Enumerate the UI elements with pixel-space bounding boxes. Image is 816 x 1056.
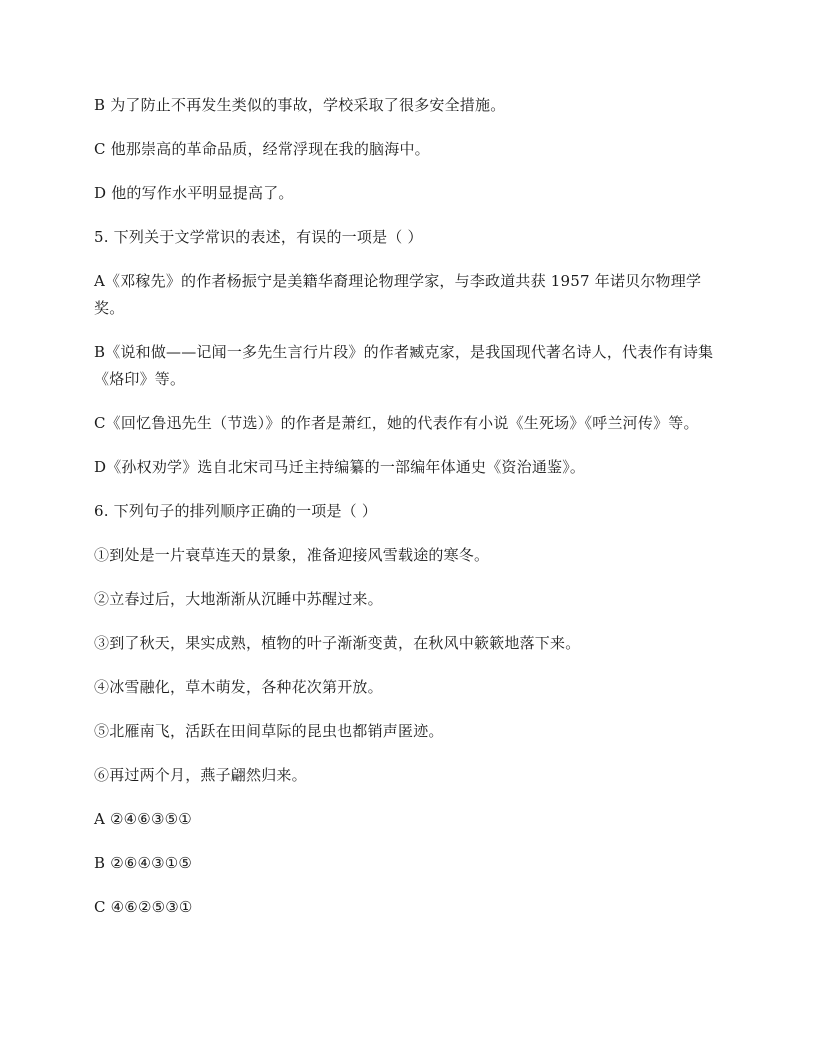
option-a-q5: A《邓稼先》的作者杨振宁是美籍华裔理论物理学家，与李政道共获 1957 年诺贝尔物理学奖。 [94, 272, 702, 317]
sentence-1: ①到处是一片衰草连天的景象，准备迎接风雪载途的寒冬。 [94, 546, 490, 564]
option-d-q4: D 他的写作水平明显提高了。 [94, 184, 294, 202]
sentence-5: ⑤北雁南飞，活跃在田间草际的昆虫也都销声匿迹。 [94, 722, 444, 740]
option-b-q6: B ②⑥④③①⑤ [94, 854, 193, 872]
option-b-q5: B《说和做——记闻一多先生言行片段》的作者臧克家，是我国现代著名诗人，代表作有诗集《烙印》等。 [94, 343, 714, 388]
sentence-6: ⑥再过两个月，燕子翩然归来。 [94, 766, 307, 784]
question-6: 6. 下列句子的排列顺序正确的一项是（ ） [94, 502, 378, 520]
sentence-3: ③到了秋天，果实成熟，植物的叶子渐渐变黄，在秋风中簌簌地落下来。 [94, 634, 581, 652]
document-body [94, 92, 726, 938]
option-c-q4: C 他那崇高的革命品质，经常浮现在我的脑海中。 [94, 140, 430, 158]
sentence-2: ②立春过后，大地渐渐从沉睡中苏醒过来。 [94, 590, 383, 608]
question-5: 5. 下列关于文学常识的表述，有误的一项是（ ） [94, 228, 423, 246]
option-c-q5: C《回忆鲁迅先生（节选）》的作者是萧红，她的代表作有小说《生死场》《呼兰河传》等。 [94, 414, 699, 432]
sentence-4: ④冰雪融化，草木萌发，各种花次第开放。 [94, 678, 383, 696]
option-a-q6: A ②④⑥③⑤① [94, 810, 192, 828]
option-c-q6: C ④⑥②⑤③① [94, 898, 193, 916]
option-b-q4: B 为了防止不再发生类似的事故，学校采取了很多安全措施。 [94, 96, 506, 114]
option-d-q5: D《孙权劝学》选自北宋司马迁主持编纂的一部编年体通史《资治通鉴》。 [94, 458, 586, 476]
